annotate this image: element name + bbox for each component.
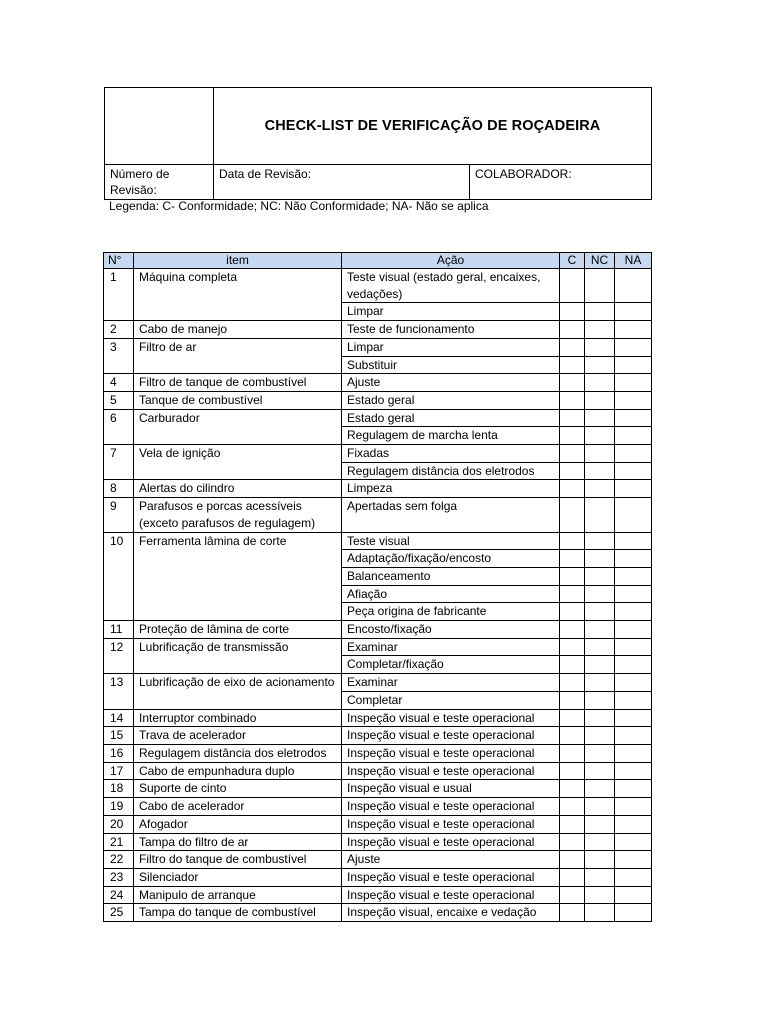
table-row <box>104 886 652 904</box>
check-cell-na[interactable] <box>615 567 652 585</box>
check-cell-nc[interactable] <box>585 798 615 816</box>
check-cell-c[interactable] <box>560 498 585 532</box>
check-cell-na[interactable] <box>615 691 652 709</box>
item-name: Filtro de ar <box>134 338 342 373</box>
check-cell-nc[interactable] <box>585 780 615 798</box>
check-cell-na[interactable] <box>615 868 652 886</box>
check-cell-na[interactable] <box>615 269 652 303</box>
check-cell-nc[interactable] <box>585 674 615 692</box>
legend: Legenda: C- Conformidade; NC: Não Conformidade; NA- Não se aplica <box>109 199 489 213</box>
check-cell-na[interactable] <box>615 338 652 356</box>
check-cell-na[interactable] <box>615 638 652 656</box>
item-name: Ferramenta lâmina de corte <box>134 532 342 621</box>
item-number: 5 <box>104 391 134 409</box>
check-cell-c[interactable] <box>560 356 585 374</box>
table-row <box>104 621 652 639</box>
check-cell-c[interactable] <box>560 762 585 780</box>
check-cell-nc[interactable] <box>585 904 615 922</box>
check-cell-nc[interactable] <box>585 391 615 409</box>
action-text: Ajuste <box>342 374 560 392</box>
check-cell-nc[interactable] <box>585 427 615 445</box>
check-cell-na[interactable] <box>615 851 652 869</box>
action-text: Estado geral <box>342 409 560 427</box>
check-cell-na[interactable] <box>615 550 652 568</box>
check-cell-c[interactable] <box>560 480 585 498</box>
item-name: Afogador <box>134 815 342 833</box>
check-cell-na[interactable] <box>615 886 652 904</box>
check-cell-nc[interactable] <box>585 603 615 621</box>
check-cell-c[interactable] <box>560 550 585 568</box>
check-cell-na[interactable] <box>615 391 652 409</box>
item-number: 23 <box>104 868 134 886</box>
check-cell-c[interactable] <box>560 462 585 480</box>
check-cell-c[interactable] <box>560 833 585 851</box>
check-cell-nc[interactable] <box>585 585 615 603</box>
item-name: Carburador <box>134 409 342 444</box>
item-number: 22 <box>104 851 134 869</box>
check-cell-nc[interactable] <box>585 374 615 392</box>
action-text: Inspeção visual e teste operacional <box>342 727 560 745</box>
table-row <box>104 391 652 409</box>
check-cell-na[interactable] <box>615 727 652 745</box>
table-row <box>104 851 652 869</box>
check-cell-c[interactable] <box>560 851 585 869</box>
action-text: Inspeção visual e teste operacional <box>342 868 560 886</box>
action-text: Teste visual <box>342 532 560 550</box>
check-cell-c[interactable] <box>560 815 585 833</box>
check-cell-c[interactable] <box>560 409 585 427</box>
check-cell-c[interactable] <box>560 532 585 550</box>
item-number: 20 <box>104 815 134 833</box>
item-number: 2 <box>104 321 134 339</box>
action-text: Teste visual (estado geral, encaixes, vedações) <box>342 269 560 303</box>
check-cell-na[interactable] <box>615 815 652 833</box>
check-cell-nc[interactable] <box>585 886 615 904</box>
item-name: Manipulo de arranque <box>134 886 342 904</box>
item-name: Vela de ignição <box>134 445 342 480</box>
table-row <box>104 480 652 498</box>
item-name: Lubrificação de eixo de acionamento <box>134 674 342 709</box>
check-cell-nc[interactable] <box>585 550 615 568</box>
check-cell-c[interactable] <box>560 780 585 798</box>
table-row <box>104 445 652 463</box>
check-cell-na[interactable] <box>615 904 652 922</box>
check-cell-na[interactable] <box>615 498 652 532</box>
check-cell-na[interactable] <box>615 321 652 339</box>
check-cell-na[interactable] <box>615 674 652 692</box>
action-text: Ajuste <box>342 851 560 869</box>
check-cell-c[interactable] <box>560 744 585 762</box>
action-text: Inspeção visual e teste operacional <box>342 815 560 833</box>
action-text: Regulagem distância dos eletrodos <box>342 462 560 480</box>
check-cell-na[interactable] <box>615 409 652 427</box>
check-cell-nc[interactable] <box>585 269 615 303</box>
item-number: 10 <box>104 532 134 621</box>
check-cell-nc[interactable] <box>585 303 615 321</box>
check-cell-nc[interactable] <box>585 498 615 532</box>
table-row <box>104 532 652 550</box>
check-cell-nc[interactable] <box>585 356 615 374</box>
check-cell-na[interactable] <box>615 427 652 445</box>
item-name: Máquina completa <box>134 269 342 321</box>
check-cell-na[interactable] <box>615 656 652 674</box>
item-name: Trava de acelerador <box>134 727 342 745</box>
table-row <box>104 868 652 886</box>
check-cell-c[interactable] <box>560 567 585 585</box>
action-text: Limpar <box>342 303 560 321</box>
check-cell-c[interactable] <box>560 709 585 727</box>
check-cell-nc[interactable] <box>585 567 615 585</box>
check-cell-nc[interactable] <box>585 691 615 709</box>
check-cell-c[interactable] <box>560 445 585 463</box>
action-text: Substituir <box>342 356 560 374</box>
check-cell-c[interactable] <box>560 603 585 621</box>
item-number: 16 <box>104 744 134 762</box>
revision-number-field[interactable]: Número de Revisão: <box>105 165 214 200</box>
item-name: Filtro de tanque de combustível <box>134 374 342 392</box>
check-cell-na[interactable] <box>615 374 652 392</box>
table-row <box>104 409 652 427</box>
document-title: CHECK-LIST DE VERIFICAÇÃO DE ROÇADEIRA <box>214 88 652 165</box>
action-text: Completar/fixação <box>342 656 560 674</box>
action-text: Examinar <box>342 674 560 692</box>
check-cell-nc[interactable] <box>585 868 615 886</box>
check-cell-c[interactable] <box>560 727 585 745</box>
action-text: Regulagem de marcha lenta <box>342 427 560 445</box>
item-name: Filtro do tanque de combustível <box>134 851 342 869</box>
check-cell-nc[interactable] <box>585 480 615 498</box>
action-text: Inspeção visual e teste operacional <box>342 762 560 780</box>
table-row <box>104 338 652 356</box>
item-name: Regulagem distância dos eletrodos <box>134 744 342 762</box>
action-text: Examinar <box>342 638 560 656</box>
checklist-body <box>104 269 652 922</box>
item-name: Suporte de cinto <box>134 780 342 798</box>
action-text: Apertadas sem folga <box>342 498 560 532</box>
check-cell-na[interactable] <box>615 798 652 816</box>
check-cell-c[interactable] <box>560 391 585 409</box>
item-number: 18 <box>104 780 134 798</box>
item-number: 15 <box>104 727 134 745</box>
check-cell-nc[interactable] <box>585 532 615 550</box>
action-text: Afiação <box>342 585 560 603</box>
check-cell-nc[interactable] <box>585 709 615 727</box>
header-c: C <box>560 253 585 269</box>
item-number: 21 <box>104 833 134 851</box>
table-row <box>104 638 652 656</box>
revision-date-field[interactable]: Data de Revisão: <box>214 165 470 200</box>
item-number: 13 <box>104 674 134 709</box>
check-cell-na[interactable] <box>615 532 652 550</box>
table-row <box>104 269 652 303</box>
checklist-table <box>103 252 652 922</box>
item-number: 8 <box>104 480 134 498</box>
action-text: Adaptação/fixação/encosto <box>342 550 560 568</box>
check-cell-c[interactable] <box>560 638 585 656</box>
item-name: Cabo de acelerador <box>134 798 342 816</box>
action-text: Inspeção visual e teste operacional <box>342 744 560 762</box>
logo-placeholder <box>105 88 214 165</box>
item-number: 19 <box>104 798 134 816</box>
action-text: Inspeção visual e usual <box>342 780 560 798</box>
item-name: Tanque de combustível <box>134 391 342 409</box>
check-cell-nc[interactable] <box>585 833 615 851</box>
check-cell-nc[interactable] <box>585 338 615 356</box>
check-cell-nc[interactable] <box>585 656 615 674</box>
check-cell-c[interactable] <box>560 585 585 603</box>
check-cell-na[interactable] <box>615 462 652 480</box>
item-name: Proteção de lâmina de corte <box>134 621 342 639</box>
item-name: Tampa do tanque de combustível <box>134 904 342 922</box>
table-row <box>104 727 652 745</box>
item-number: 4 <box>104 374 134 392</box>
action-text: Peça origina de fabricante <box>342 603 560 621</box>
check-cell-nc[interactable] <box>585 409 615 427</box>
check-cell-nc[interactable] <box>585 621 615 639</box>
action-text: Inspeção visual e teste operacional <box>342 709 560 727</box>
action-text: Limpeza <box>342 480 560 498</box>
table-row <box>104 798 652 816</box>
item-number: 6 <box>104 409 134 444</box>
check-cell-nc[interactable] <box>585 638 615 656</box>
table-row <box>104 904 652 922</box>
item-number: 1 <box>104 269 134 321</box>
item-number: 7 <box>104 445 134 480</box>
item-number: 11 <box>104 621 134 639</box>
table-row <box>104 744 652 762</box>
check-cell-na[interactable] <box>615 621 652 639</box>
check-cell-na[interactable] <box>615 480 652 498</box>
collaborator-field[interactable]: COLABORADOR: <box>470 165 652 200</box>
table-row <box>104 762 652 780</box>
header-item: item <box>134 253 342 269</box>
check-cell-na[interactable] <box>615 585 652 603</box>
item-number: 3 <box>104 338 134 373</box>
check-cell-na[interactable] <box>615 603 652 621</box>
action-text: Balanceamento <box>342 567 560 585</box>
action-text: Inspeção visual e teste operacional <box>342 833 560 851</box>
document-header <box>104 87 652 200</box>
header-number: N° <box>104 253 134 269</box>
check-cell-c[interactable] <box>560 904 585 922</box>
item-name: Interruptor combinado <box>134 709 342 727</box>
table-row <box>104 498 652 532</box>
item-name: Lubrificação de transmissão <box>134 638 342 673</box>
item-name: Cabo de empunhadura duplo <box>134 762 342 780</box>
check-cell-c[interactable] <box>560 374 585 392</box>
action-text: Encosto/fixação <box>342 621 560 639</box>
check-cell-nc[interactable] <box>585 445 615 463</box>
action-text: Inspeção visual, encaixe e vedação <box>342 904 560 922</box>
check-cell-nc[interactable] <box>585 727 615 745</box>
item-number: 9 <box>104 498 134 532</box>
check-cell-c[interactable] <box>560 269 585 303</box>
header-action: Ação <box>342 253 560 269</box>
check-cell-na[interactable] <box>615 445 652 463</box>
check-cell-c[interactable] <box>560 656 585 674</box>
table-row <box>104 833 652 851</box>
item-number: 24 <box>104 886 134 904</box>
check-cell-c[interactable] <box>560 691 585 709</box>
check-cell-na[interactable] <box>615 762 652 780</box>
action-text: Inspeção visual e teste operacional <box>342 798 560 816</box>
check-cell-nc[interactable] <box>585 762 615 780</box>
action-text: Inspeção visual e teste operacional <box>342 886 560 904</box>
table-row <box>104 780 652 798</box>
header-na: NA <box>615 253 652 269</box>
check-cell-c[interactable] <box>560 338 585 356</box>
check-cell-na[interactable] <box>615 303 652 321</box>
check-cell-nc[interactable] <box>585 462 615 480</box>
action-text: Fixadas <box>342 445 560 463</box>
check-cell-c[interactable] <box>560 303 585 321</box>
item-number: 12 <box>104 638 134 673</box>
table-row <box>104 709 652 727</box>
check-cell-c[interactable] <box>560 798 585 816</box>
check-cell-na[interactable] <box>615 780 652 798</box>
check-cell-c[interactable] <box>560 674 585 692</box>
table-row <box>104 374 652 392</box>
item-name: Silenciador <box>134 868 342 886</box>
table-row <box>104 815 652 833</box>
check-cell-na[interactable] <box>615 744 652 762</box>
check-cell-c[interactable] <box>560 868 585 886</box>
item-number: 25 <box>104 904 134 922</box>
item-name: Cabo de manejo <box>134 321 342 339</box>
check-cell-c[interactable] <box>560 621 585 639</box>
action-text: Estado geral <box>342 391 560 409</box>
header-nc: NC <box>585 253 615 269</box>
item-number: 17 <box>104 762 134 780</box>
check-cell-nc[interactable] <box>585 815 615 833</box>
check-cell-nc[interactable] <box>585 321 615 339</box>
action-text: Completar <box>342 691 560 709</box>
check-cell-na[interactable] <box>615 833 652 851</box>
check-cell-na[interactable] <box>615 356 652 374</box>
check-cell-c[interactable] <box>560 427 585 445</box>
table-row <box>104 321 652 339</box>
item-name: Alertas do cilindro <box>134 480 342 498</box>
check-cell-c[interactable] <box>560 886 585 904</box>
item-name: Tampa do filtro de ar <box>134 833 342 851</box>
check-cell-nc[interactable] <box>585 851 615 869</box>
action-text: Teste de funcionamento <box>342 321 560 339</box>
item-name: Parafusos e porcas acessíveis (exceto parafusos de regulagem) <box>134 498 342 532</box>
table-row <box>104 674 652 692</box>
item-number: 14 <box>104 709 134 727</box>
check-cell-nc[interactable] <box>585 744 615 762</box>
check-cell-na[interactable] <box>615 709 652 727</box>
action-text: Limpar <box>342 338 560 356</box>
check-cell-c[interactable] <box>560 321 585 339</box>
